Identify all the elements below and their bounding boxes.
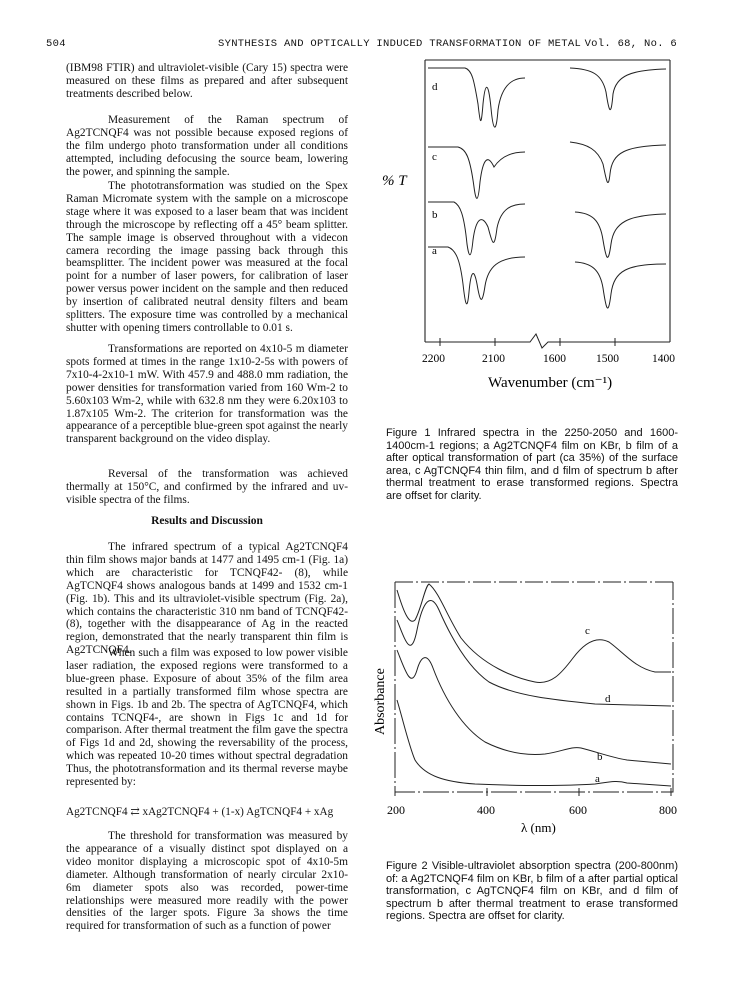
uv-label-a: a	[595, 773, 600, 785]
section-heading: Results and Discussion	[151, 515, 263, 527]
figure-1-frame	[425, 60, 670, 342]
paragraph-1: (IBM98 FTIR) and ultraviolet-visible (Cary 15) spectra were measured on these films as prepared and after subsequent treatments described below.	[66, 62, 348, 100]
figure-2-caption: Figure 2 Visible-ultraviolet absorption spectra (200-800nm) of: a Ag2TCNQF4 film on KBr, b film of a after partial optical transformation, c AgTCNQF4 film on KBr, and d film of spectrum b after thermal treatment to erase transformed regions. Spectra are offset for clarity.	[386, 860, 678, 923]
uv-label-b: b	[597, 751, 603, 763]
ir-x-label: Wavenumber (cm⁻¹)	[488, 375, 613, 391]
figure-1-x-axis	[425, 334, 670, 348]
figure-1-ir-spectra	[370, 52, 700, 397]
uv-label-d: d	[605, 693, 611, 705]
ir-trace-c	[428, 142, 666, 198]
ir-trace-a	[428, 247, 666, 308]
volume-info: Vol. 68, No. 6	[584, 38, 677, 50]
paragraph-2: Measurement of the Raman spectrum of Ag2TCNQF4 was not possible because exposed regions of the film undergo photo transformation under all conditions attempted, including defocusing the source beam, lowering the power, and spinning the sample.	[66, 114, 348, 178]
uv-y-label: Absorbance	[373, 668, 388, 735]
paragraph-8: The threshold for transformation was measured by the appearance of a visually distinct spot displayed on a video monitor displaying a microscopic spot of 4x10-5m diameter. Although transformation of nearly circular 2x10-6m diameter spots also was recorded, power-time relationships were measured more readily with the power densities of the larger spots. Figure 3a shows the time required for transformation of such as a function of power	[66, 830, 348, 933]
paragraph-4: Transformations are reported on 4x10-5 m diameter spots formed at times in the range 1x10-2-5s with powers of 7x10-4-2x10-1 mW. With 457.9 and 488.0 mm radiation, the power densities for transformation varied from 160 Wm-2 to 5.60x103 Wm-2, while with 632.8 nm they were 6.20x103 to 1.87x105 Wm-2. The criterion for transformation was the appearance of a perceptible blue-green spot against the nearly transparent background on the video display.	[66, 343, 348, 446]
reaction-equation: Ag2TCNQF4 ⇄ xAg2TCNQF4 + (1-x) AgTCNQF4 + xAg	[66, 806, 334, 818]
running-title: SYNTHESIS AND OPTICALLY INDUCED TRANSFORMATION OF METAL	[218, 38, 582, 50]
figure-2-uvvis-spectra	[365, 570, 695, 840]
running-header	[46, 38, 677, 52]
ir-label-c: c	[432, 151, 437, 163]
ir-label-d: d	[432, 81, 438, 93]
uv-trace-a	[397, 700, 671, 786]
ir-trace-b	[428, 202, 666, 257]
uv-trace-b	[397, 650, 671, 764]
ir-tick-1500: 1500	[596, 353, 619, 365]
ir-tick-1600: 1600	[543, 353, 566, 365]
ir-tick-1400: 1400	[652, 353, 675, 365]
figure-1-caption: Figure 1 Infrared spectra in the 2250-2050 and 1600-1400cm-1 regions; a Ag2TCNQF4 film on KBr, b film of a after optical transformation of part (ca 35%) of the surface area, c AgTCNQF4 thin film, and d film of spectrum b after thermal treatment to erase transformed regions. Spectra are offset for clarity.	[386, 427, 678, 502]
uv-trace-d	[397, 600, 671, 706]
ir-label-b: b	[432, 209, 438, 221]
paragraph-5: Reversal of the transformation was achieved thermally at 150°C, and confirmed by the infrared and uv-visible spectra of the films.	[66, 468, 348, 506]
uv-trace-c	[397, 584, 671, 682]
ir-label-a: a	[432, 245, 437, 257]
paragraph-7: When such a film was exposed to low power visible laser radiation, the exposed regions were transformed to a blue-green phase. Exposure of about 35% of the film area resulted in a partially transformed film whose spectra are shown in Figs. 1b and 2b. The spectra of AgTCNQF4, which contains TCNQF4-, are shown in Figs 1c and 1d for comparison. After thermal treatment the film gave the spectra of Figs 1d and 2d, showing the reversability of the process, which was repeated 10-20 times without spectral degradation Thus, the phototransformation and its thermal reverse maybe represented by:	[66, 647, 348, 789]
ir-y-label: % T	[382, 173, 407, 189]
paragraph-6: The infrared spectrum of a typical Ag2TCNQF4 thin film shows major bands at 1477 and 1495 cm-1 (Fig. 1a) which are characteristic for TCNQF42- (8), while AgTCNQF4 shows analogous bands at 1499 and 1532 cm-1 (Fig. 1b). This and its ultraviolet-visible spectrum (Fig. 2a), which contains the characteristic 310 nm band of TCNQF42- (8), together with the disappearance of Ag in the reacted region, demonstrated that the nearly transparent thin film is Ag2TCNQF4.	[66, 541, 348, 657]
ir-trace-d	[428, 68, 666, 127]
ir-tick-2100: 2100	[482, 353, 505, 365]
uv-x-label: λ (nm)	[521, 820, 556, 835]
uv-tick-200: 200	[387, 803, 405, 817]
uv-tick-800: 800	[659, 803, 677, 817]
uv-label-c: c	[585, 625, 590, 637]
paragraph-3: The phototransformation was studied on the Spex Raman Micromate system with the sample on a microscope stage where it was exposed to a laser beam that was incident through the microscope by reflecting off a 45° beam splitter. The sample image is observed throughout with a videcon camera recording the image passing back through this beamsplitter. The incident power was measured at the focal point for a number of laser powers, for calibration of laser power versus power incident on the sample and then reduced by insertion of calibrated neutral density filters and beam splitters. The exposure time was controlled by a mechanical shutter with opening timers controllable to 0.01 s.	[66, 180, 348, 334]
uv-tick-600: 600	[569, 803, 587, 817]
ir-tick-2200: 2200	[422, 353, 445, 365]
uv-tick-400: 400	[477, 803, 495, 817]
page-number: 504	[46, 38, 66, 50]
